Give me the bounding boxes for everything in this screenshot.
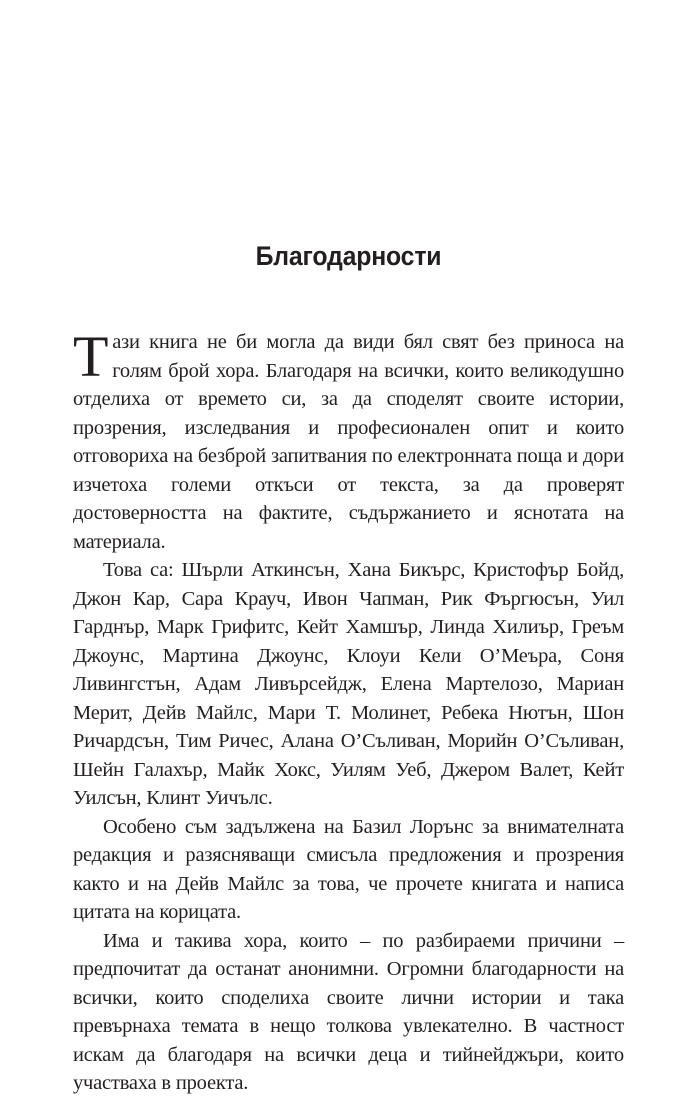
drop-cap-letter: Т xyxy=(73,324,109,389)
book-page xyxy=(73,0,624,1094)
paragraph-intro xyxy=(73,324,624,556)
acknowledgements-text xyxy=(73,324,624,1098)
paragraph-text: ази книга не би могла да види бял свят без приноса на голям брой хора. Благодаря на всички, които великодушно отделиха от времето си, за да споделят своите истории, прозрения, изследвания и професионален опит и които отговориха на безброй запитвания по електронната поща и дори изчетоха големи откъси от текста, за да проверят достоверността на фактите, съдържанието и яснотата на материала. xyxy=(73,331,624,553)
paragraph-names: Това са: Шърли Аткинсън, Хана Бикърс, Кристофър Бойд, Джон Кар, Сара Крауч, Ивон Чапман, Рик Фъргюсън, Уил Гарднър, Марк Грифитс, Кейт Хамшър, Линда Хилиър, Греъм Джоунс, Мартина Джоунс, Клоуи Кели О’Меъра, Соня Ливингстън, Адам Ливърсейдж, Елена Мартелозо, Мариан Мерит, Дейв Майлс, Мари Т. Молинет, Ребека Нютън, Шон Ричардсън, Тим Ричес, Алана О’Съливан, Морийн О’Съливан, Шейн Галахър, Майк Хокс, Уилям Уеб, Джером Валет, Кейт Уилсън, Клинт Уичълс. xyxy=(73,559,624,809)
page-title: Благодарности xyxy=(255,241,442,271)
paragraph-anonymous-thanks: Има и такива хора, които – по разбираеми причини – предпочитат да останат анонимни. Огромни благодарности на всички, които споделиха своите лични истории и така превърнаха темата в нещо толкова увлекателно. В частност искам да благодаря на всички деца и тийнейджъри, които участваха в проекта. xyxy=(73,929,624,1094)
paragraph-editor-thanks: Особено съм задължена на Базил Лорънс за внимателната редакция и разясняващи смисъла предложения и прозрения както и на Дейв Майлс за това, че прочете книгата и написа цитата на корицата. xyxy=(73,815,624,923)
